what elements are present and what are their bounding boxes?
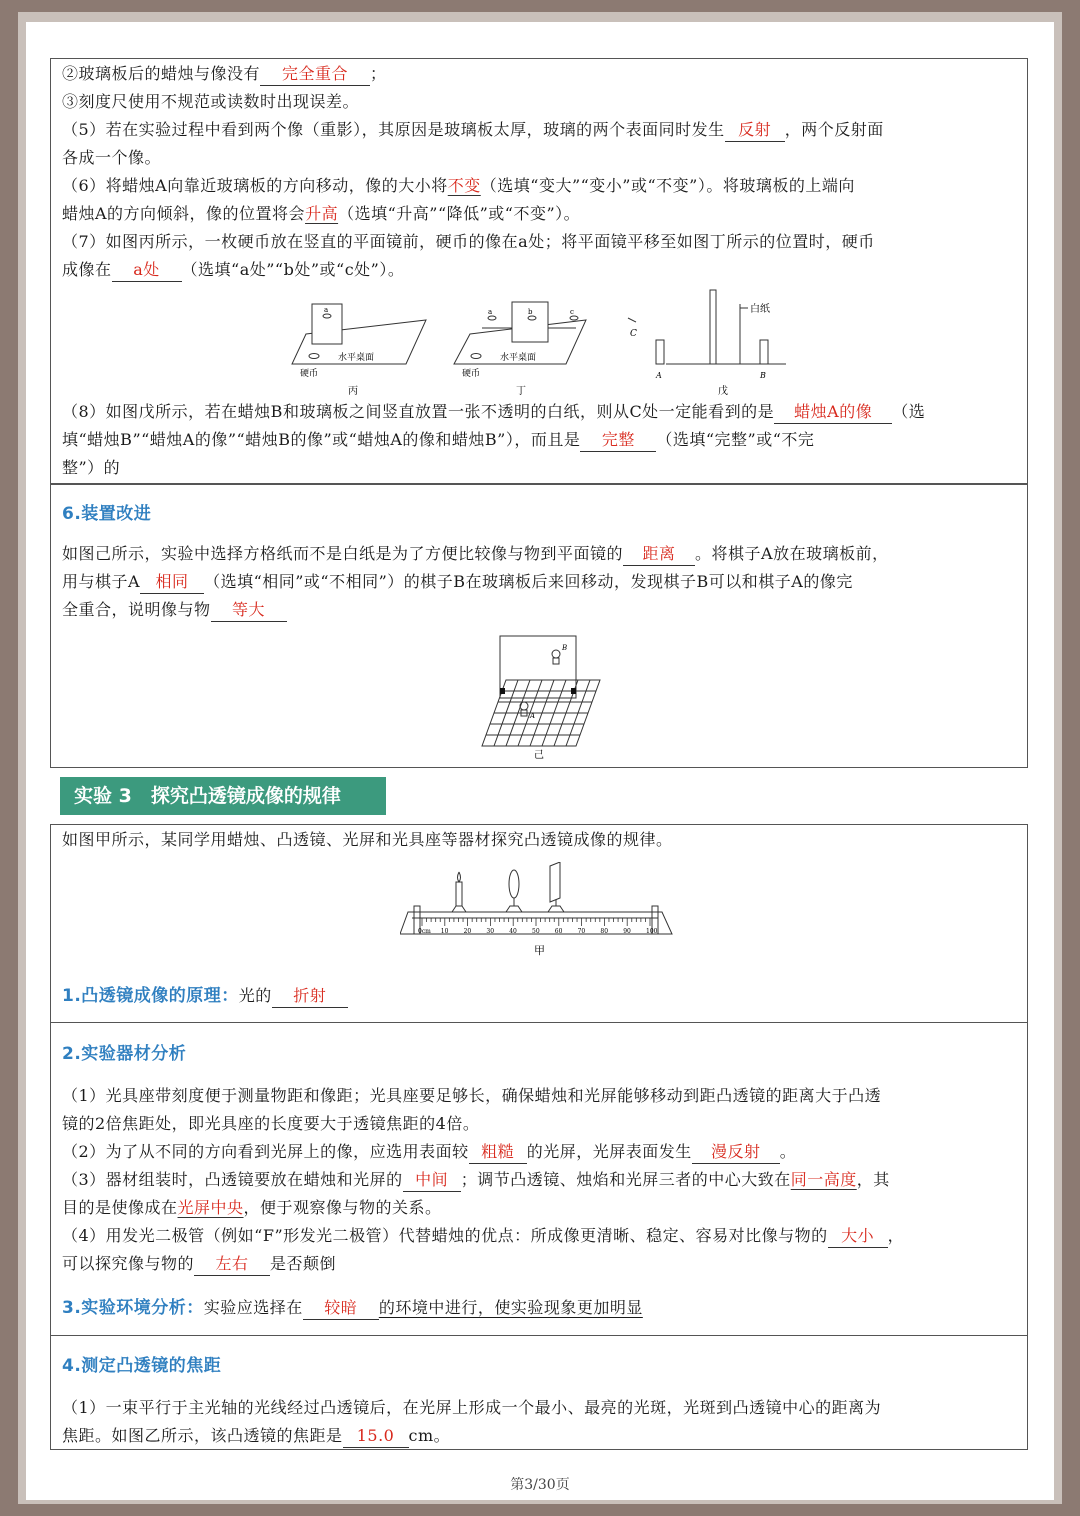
exp3-s2-line3: （2）为了从不同的方向看到光屏上的像，应选用表面较 粗糙 的光屏，光屏表面发生 漫反射 。 (62, 1138, 796, 1166)
answer-blank: 较暗 (303, 1297, 379, 1320)
label-a: a (488, 308, 493, 316)
label-B: B (562, 644, 568, 652)
s5-line7: （7）如图丙所示，一枚硬币放在竖直的平面镜前，硬币的像在a处；将平面镜平移至如图丁所示的位置时，硬币 (62, 232, 875, 251)
label-C: C (630, 329, 637, 339)
s5-line1: ②玻璃板后的蜡烛与像没有 完全重合 ； (62, 60, 387, 88)
label-b: b (528, 308, 533, 316)
answer-blank: 15.0 (343, 1425, 409, 1448)
answer-blank: 等大 (211, 599, 287, 622)
exp3-s2-line7: 可以探究像与物的 左右 是否颠倒 (62, 1250, 336, 1278)
answer-text: 光屏中央 (177, 1198, 244, 1217)
answer-blank: a处 (112, 259, 182, 282)
answer-text: 升高 (305, 204, 339, 223)
s5-line3: （5）若在实验过程中看到两个像（重影），其原因是玻璃板太厚，玻璃的两个表面同时发生 反射 ，两个反射面 (62, 116, 884, 144)
answer-blank: 大小 (828, 1225, 888, 1248)
experiment3-banner: 实验 3 探究凸透镜成像的规律 (60, 777, 386, 815)
exp3-s2-line2: 镜的2倍焦距处，即光具座的长度要大于透镜焦距的4倍。 (62, 1114, 480, 1133)
answer-blank: 完整 (580, 429, 656, 452)
s5-line9: （8）如图戊所示，若在蜡烛B和玻璃板之间竖直放置一张不透明的白纸，则从C处一定能看到的是 蜡烛A的像 （选 (62, 398, 925, 426)
fig-caption: 丙 (348, 386, 358, 397)
s5-line8: 成像在 a处 （选填“a处”“b处”或“c处”）。 (62, 256, 404, 284)
exp3-s2-line4: （3）器材组装时，凸透镜要放在蜡烛和光屏的 中间 ；调节凸透镜、烛焰和光屏三者的中心大致在同一高度，其 (62, 1166, 890, 1194)
answer-blank: 折射 (272, 985, 348, 1008)
exp3-s1: 1.凸透镜成像的原理：光的 折射 (62, 982, 348, 1010)
page-number: 第3/30页 (510, 1477, 570, 1493)
s5-line10: 填“蜡烛B”“蜡烛A的像”“蜡烛B的像”或“蜡烛A的像和蜡烛B”），而且是 完整 （选填“完整”或“不完 (62, 426, 814, 454)
answer-blank: 蜡烛A的像 (774, 401, 892, 424)
figure-bing-ding-wu (286, 284, 806, 399)
label-B: B (760, 371, 766, 380)
answer-blank: 相同 (140, 571, 204, 594)
answer-blank: 左右 (194, 1253, 270, 1276)
exp3-s4-line1: （1）一束平行于主光轴的光线经过凸透镜后，在光屏上形成一个最小、最亮的光斑，光斑到凸透镜中心的距离为 (62, 1398, 882, 1417)
s6-line3: 全重合，说明像与物 等大 (62, 596, 287, 624)
exp3-s2-line1: （1）光具座带刻度便于测量物距和像距；光具座要足够长，确保蜡烛和光屏能够移动到距凸透镜的距离大于凸透 (62, 1086, 882, 1105)
label-c: c (570, 308, 574, 316)
answer-blank: 距离 (623, 543, 695, 566)
paper-label: 白纸 (750, 304, 770, 315)
ruler-label: 90 (623, 928, 631, 935)
ruler-label: 50 (532, 928, 540, 935)
exp3-s2-line5: 目的是使像成在光屏中央，便于观察像与物的关系。 (62, 1198, 442, 1217)
desk-label: 水平桌面 (338, 353, 375, 363)
answer-blank: 完全重合 (260, 63, 370, 86)
label-A: A (656, 371, 662, 380)
exp3-s3: 3.实验环境分析：实验应选择在 较暗 的环境中进行，使实验现象更加明显 (62, 1298, 643, 1318)
coin-label: 硬币 (462, 369, 481, 379)
ruler-ticks (422, 918, 650, 926)
document-page (26, 22, 1054, 1500)
figure-jia-optical-bench (400, 862, 680, 958)
figure-ji-grid (476, 634, 606, 760)
label-A: A (530, 712, 536, 720)
s6-line1: 如图己所示，实验中选择方格纸而不是白纸是为了方便比较像与物到平面镜的 距离 。将棋子A放在玻璃板前， (62, 540, 889, 568)
fig-caption: 丁 (516, 386, 526, 397)
label-a: a (324, 306, 329, 314)
exp3-intro: 如图甲所示，某同学用蜡烛、凸透镜、光屏和光具座等器材探究凸透镜成像的规律。 (62, 830, 673, 849)
ruler-label: 80 (600, 928, 609, 935)
section6-title: 6.装置改进 (62, 504, 152, 524)
exp3-s2-line6: （4）用发光二极管（例如“F”形发光二极管）代替蜡烛的优点：所成像更清晰、稳定、容易对比像与物的 大小 ， (62, 1222, 904, 1250)
s5-line4: 各成一个像。 (62, 148, 162, 167)
fig-caption: 己 (534, 750, 544, 760)
exp3-s4-title: 4.测定凸透镜的焦距 (62, 1356, 222, 1376)
coin-label: 硬币 (300, 369, 319, 379)
ruler-label: 70 (577, 928, 586, 935)
divider (50, 1022, 1028, 1023)
exp3-s4-line2: 焦距。如图乙所示，该凸透镜的焦距是 15.0 cm。 (62, 1422, 450, 1450)
ruler-label: 10 (440, 928, 449, 935)
s5-line6: 蜡烛A的方向倾斜，像的位置将会升高（选填“升高”“降低”或“不变”）。 (62, 204, 581, 223)
s5-line5: （6）将蜡烛A向靠近玻璃板的方向移动，像的大小将不变（选填“变大”“变小”或“不变”）。将玻璃板的上端向 (62, 176, 855, 195)
divider (50, 1335, 1028, 1336)
answer-blank: 粗糙 (469, 1141, 527, 1164)
fig-caption: 戊 (718, 386, 728, 397)
s5-line2: ③刻度尺使用不规范或读数时出现误差。 (62, 92, 360, 111)
answer-blank: 反射 (725, 119, 785, 142)
ruler-label: 0cm (418, 928, 431, 935)
answer-blank: 中间 (403, 1169, 461, 1192)
ruler-label: 20 (463, 928, 472, 935)
answer-text: 同一高度 (790, 1170, 857, 1189)
ruler-label: 60 (554, 928, 563, 935)
answer-blank: 漫反射 (692, 1141, 780, 1164)
fig-caption: 甲 (534, 944, 545, 957)
answer-text: 不变 (447, 176, 481, 195)
ruler-label: 40 (509, 928, 517, 935)
s5-line11: 整”）的 (62, 458, 121, 477)
s6-line2: 用与棋子A 相同 （选填“相同”或“不相同”）的棋子B在玻璃板后来回移动，发现棋子B可以和棋子A的像完 (62, 568, 853, 596)
ruler-label: 100 (646, 928, 658, 935)
exp3-s2-title: 2.实验器材分析 (62, 1044, 187, 1064)
desk-label: 水平桌面 (500, 353, 537, 363)
ruler-label: 30 (486, 928, 495, 935)
